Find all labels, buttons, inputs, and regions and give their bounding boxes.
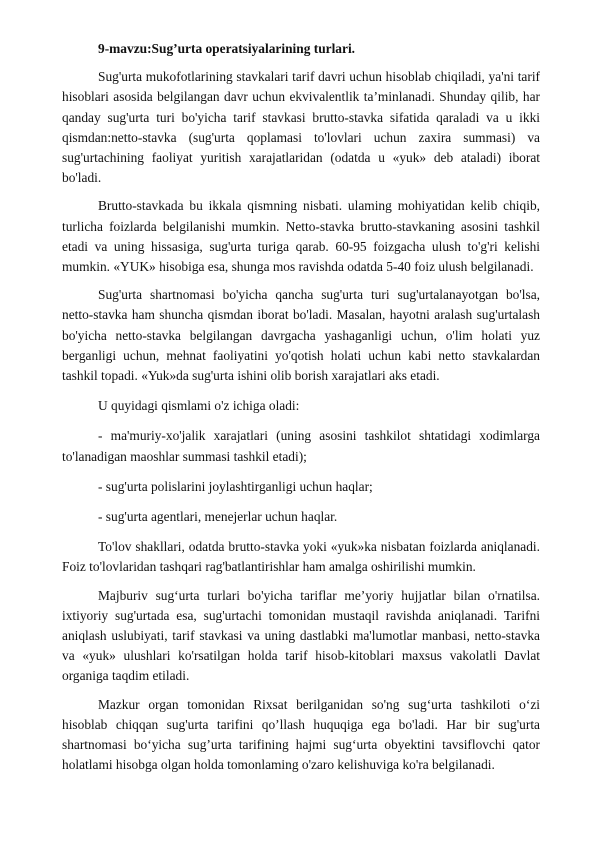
list-item-administrative-costs: - ma'muriy-xo'jalik xarajatlari (uning asosini tashkilot shtatidagi xodimlarga to'lanadigan maoshlar summasi tashkil etadi);: [62, 428, 540, 464]
paragraph-mandatory-insurance: Majburiv sug‘urta turlari bo'yicha tariflar me’yoriy hujjatlar bilan o'rnatilsa. ixtiyoriy sug'urtada esa, sug'urtachi tomonidan mustaqil ravishda aniqlanadi. Tarifni aniqlash uslubiyati, tarif stavkasi va uning dastlabki ma'lumotlar manbasi, netto-stavka va «yuk» ulushlari ko'rsatilgan holda tarif hisob-kitoblari maxsus vakolatli Davlat organiga taqdim etiladi.: [62, 587, 540, 684]
paragraph-tariff-approval: Mazkur organ tomonidan Rixsat berilganidan so'ng sug‘urta tashkiloti o‘zi hisoblab chiqqan sug'urta tarifini qo’llash huquqiga ega bo'ladi. Har bir sug'urta shartnomasi bo‘yicha sug’urta tarifining hajmi sug‘urta obyektini tavsiflovchi qator holatlami hisobga olgan holda tomonlaming o'zaro kelishuviga ko'ra belgilanadi.: [62, 696, 540, 773]
paragraph-netto-parts: Sug'urta shartnomasi bo'yicha qancha sug'urta turi sug'urtalanayotgan bo'lsa, netto-stavka ham shuncha qismdan iborat bo'ladi. Masalan, hayotni aralash sug'urtalash bo'yicha netto-stavka belgilangan davrgacha yashaganligi uchun, o'lim holati yuz berganligi uchun, mehnat faoliyatini yo'qotish holati uchun kabi netto stavkalardan tashkil topadi. «Yuk»da sug'urta ishini olib borish xarajatlari aks etadi.: [62, 287, 540, 384]
document-page: [62, 39, 540, 776]
paragraph-brutto-ratio: Brutto-stavkada bu ikkala qismning nisbati. ulaming mohiyatidan kelib chiqib, turlicha foizlarda belgilanishi mumkin. Netto-stavka brutto-stavkaning asosini tashkil etadi va uning hissasiga, sug'urta turiga qarab. 60-95 foizgacha ulush to'g'ri kelishi mumkin. «YUK» hisobiga esa, shunga mos ravishda odatda 5-40 foiz ulush belgilanadi.: [62, 198, 540, 275]
paragraph-payment-forms: To'lov shakllari, odatda brutto-stavka yoki «yuk»ka nisbatan foizlarda aniqlanadi. Foiz to'lovlaridan tashqari rag'batlantirishlar ham amalga oshirilishi mumkin.: [62, 539, 540, 575]
document-title: 9-mavzu:Sug’urta operatsiyalarining turlari.: [98, 41, 356, 56]
list-item-agent-fees: - sug'urta agentlari, menejerlar uchun haqlar.: [98, 509, 338, 525]
paragraph-tariff-rates: Sug'urta mukofotlarining stavkalari tarif davri uchun hisoblab chiqiladi, ya'ni tarif hisoblari asosida belgilangan davr uchun ekvivalentlik ta’minlanadi. Shunday qilib, har qanday sug'urta turi bo'yicha tarif stavkasi brutto-stavka sifatida qaraladi va u ikki qismdan:netto-stavka (sug'urta qoplamasi to'lovlari uchun zaxira summasi) va sug'urtachining faoliyat yuritish xarajatlaridan (odatda u «yuk» deb ataladi) iborat bo'ladi.: [62, 69, 540, 186]
paragraph-load-components-intro: U quyidagi qismlami o'z ichiga oladi:: [98, 398, 300, 414]
list-item-policy-placement-fees: - sug'urta polislarini joylashtirganligi uchun haqlar;: [98, 478, 373, 494]
